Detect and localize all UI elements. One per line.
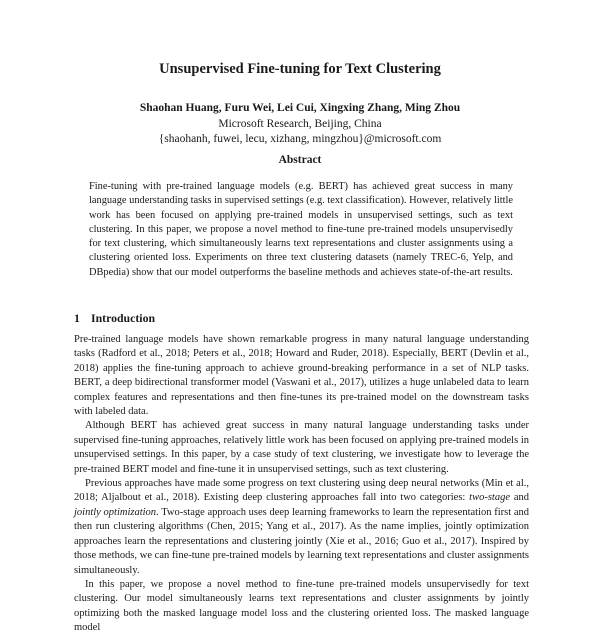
abstract-heading: Abstract (278, 154, 322, 166)
section-number: 1 (74, 311, 80, 325)
abstract-text: Fine-tuning with pre-trained language models (e.g. BERT) has achieved great success in many language understanding tasks in supervised settings (e.g. text classification). However, relatively little work has been focused on applying pre-trained models in unsupervised settings, such as text clustering. In this paper, we propose a novel method to fine-tune pre-trained models unsupervisedly for text clustering, which simultaneously learns text representations and cluster assignments using a clustering oriented loss. Experiments on three text clustering datasets (namely TREC-6, Yelp, and DBpedia) show that our model outperforms the baseline methods and achieves state-of-the-art results. (89, 181, 513, 278)
paragraph: In this paper, we propose a novel method to fine-tune pre-trained models unsupervisedly for text clustering. Our model simultaneously learns text representations and cluster assignments by jointly optimizing both the masked language model loss and the clustering oriented loss. The masked language model (74, 578, 529, 634)
author-list: Shaohan Huang, Furu Wei, Lei Cui, Xingxing Zhang, Ming Zhou (139, 102, 461, 114)
emphasized-term: jointly optimization (74, 506, 157, 518)
emphasized-term: two-stage (469, 492, 511, 504)
section-heading (74, 311, 155, 326)
paragraph-text: and (510, 492, 529, 504)
introduction-body (74, 333, 529, 636)
author-block (0, 101, 600, 148)
paragraph: Although BERT has achieved great success in many natural language understanding tasks under supervised fine-tuning approaches, relatively little work has been focused on applying pre-trained models in unsupervised settings. In this paper, by a case study of text clustering, we investigate how to leverage the pre-trained BERT model and fine-tune it in unsupervised settings, such as text clustering. (74, 420, 529, 475)
paragraph: Pre-trained language models have shown remarkable progress in many natural language understanding tasks (Radford et al., 2018; Peters et al., 2018; Howard and Ruder, 2018). Especially, BERT (Devlin et al., 2018) applies the fine-tuning approach to achieve ground-breaking performance in a set of NLP tasks. BERT, a deep bidirectional transformer model (Vaswani et al., 2017), utilizes a huge unlabeled data to learn complex features and representations and then fine-tunes its pre-trained model on the downstream tasks with labeled data. (74, 334, 529, 418)
paragraph-text: . Two-stage approach uses deep learning frameworks to learn the representation first and then run clustering algorithms (Chen, 2015; Yang et al., 2017). As the name implies, jointly optimization approaches learn the representations and clustering jointly (Xie et al., 2016; Guo et al., 2017). Inspired by those methods, we can fine-tune pre-trained models by learning text representations and cluster assignments simultaneously. (74, 506, 529, 576)
paragraph-text: Previous approaches have made some progress on text clustering using deep neural networks (Min et al., 2018; Aljalbout et al., 2018). Existing deep clustering approaches fall into two categories: (74, 478, 529, 504)
paragraph (74, 477, 529, 578)
paper-title: Unsupervised Fine-tuning for Text Clustering (159, 61, 441, 77)
author-emails: {shaohanh, fuwei, lecu, xizhang, mingzhou}@microsoft.com (158, 133, 442, 145)
section-title: Introduction (91, 311, 156, 325)
affiliation: Microsoft Research, Beijing, China (218, 117, 382, 130)
